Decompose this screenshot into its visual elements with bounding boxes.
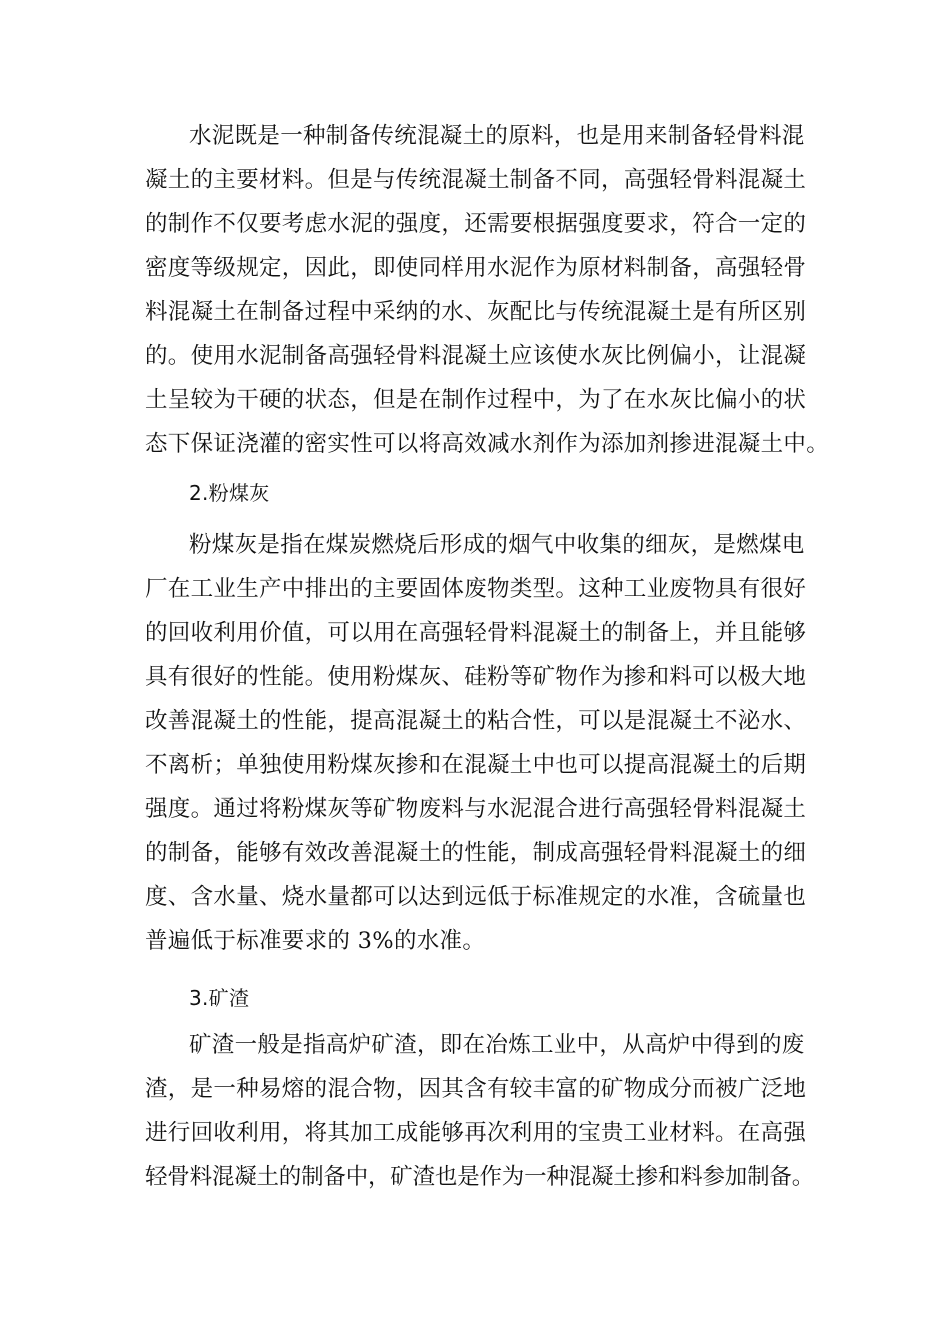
paragraph-2-line-10: 普遍低于标准要求的 3%的水准。 [145,928,486,954]
paragraph-1-line-7: 土呈较为干硬的状态，但是在制作过程中，为了在水灰比偏小的状 [145,387,807,413]
paragraph-2-line-8: 的制备，能够有效改善混凝土的性能，制成高强轻骨料混凝土的细 [145,840,807,866]
paragraph-3-line-2: 渣，是一种易熔的混合物，因其含有较丰富的矿物成分而被广泛地 [145,1076,807,1102]
paragraph-2-line-3: 的回收利用价值，可以用在高强轻骨料混凝土的制备上，并且能够 [145,620,807,646]
paragraph-1-line-1: 水泥既是一种制备传统混凝土的原料，也是用来制备轻骨料混 [189,123,805,149]
paragraph-2-line-6: 不离析；单独使用粉煤灰掺和在混凝土中也可以提高混凝土的后期 [145,752,807,778]
paragraph-2-line-9: 度、含水量、烧水量都可以达到远低于标准规定的水准，含硫量也 [145,884,807,910]
paragraph-3-line-3: 进行回收利用，将其加工成能够再次利用的宝贵工业材料。在高强 [145,1120,807,1146]
paragraph-1-line-6: 的。使用水泥制备高强轻骨料混凝土应该使水灰比例偏小，让混凝 [145,343,807,369]
paragraph-2-line-7: 强度。通过将粉煤灰等矿物废料与水泥混合进行高强轻骨料混凝土 [145,796,807,822]
paragraph-1-line-3: 的制作不仅要考虑水泥的强度，还需要根据强度要求，符合一定的 [145,211,807,237]
paragraph-3-line-4: 轻骨料混凝土的制备中，矿渣也是作为一种混凝土掺和料参加制备。 [145,1164,815,1190]
paragraph-3-line-1: 矿渣一般是指高炉矿渣，即在冶炼工业中，从高炉中得到的废 [189,1032,805,1058]
paragraph-2-line-2: 厂在工业生产中排出的主要固体废物类型。这种工业废物具有很好 [145,576,807,602]
paragraph-1-line-4: 密度等级规定，因此，即使同样用水泥作为原材料制备，高强轻骨 [145,255,807,281]
paragraph-1-line-2: 凝土的主要材料。但是与传统混凝土制备不同，高强轻骨料混凝土 [145,167,807,193]
paragraph-1-line-5: 料混凝土在制备过程中采纳的水、灰配比与传统混凝土是有所区别 [145,299,807,325]
paragraph-1-line-8: 态下保证浇灌的密实性可以将高效减水剂作为添加剂掺进混凝土中。 [145,431,830,457]
section-heading-fly-ash: 2.粉煤灰 [189,481,270,505]
section-heading-slag: 3.矿渣 [189,986,250,1010]
paragraph-2-line-1: 粉煤灰是指在煤炭燃烧后形成的烟气中收集的细灰，是燃煤电 [189,532,805,558]
paragraph-2-line-4: 具有很好的性能。使用粉煤灰、硅粉等矿物作为掺和料可以极大地 [145,664,807,690]
paragraph-2-line-5: 改善混凝土的性能，提高混凝土的粘合性，可以是混凝土不泌水、 [145,708,807,734]
